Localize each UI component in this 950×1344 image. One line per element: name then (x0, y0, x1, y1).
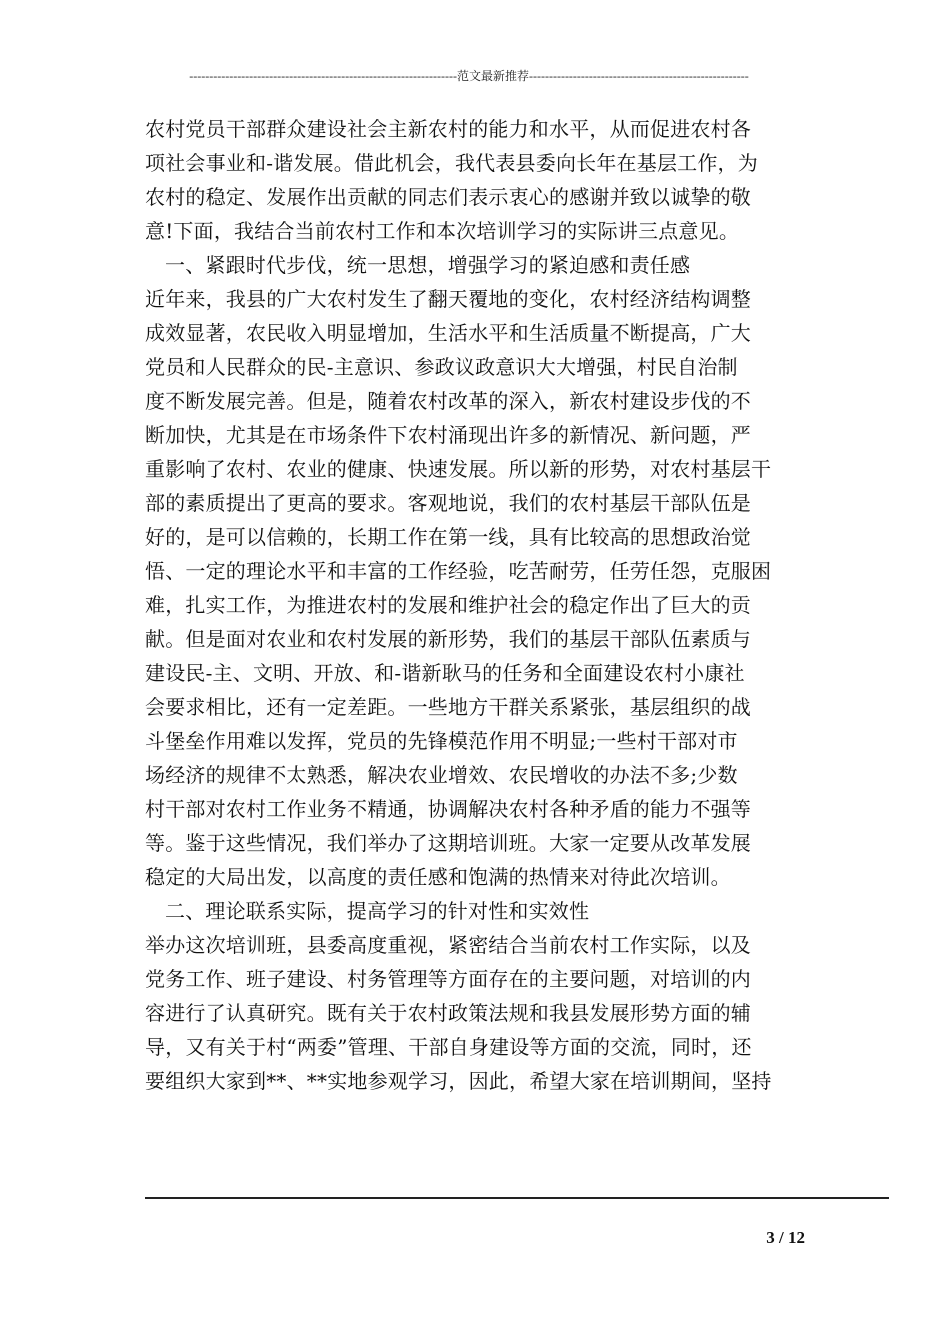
body-line: 项社会事业和-谐发展。借此机会，我代表县委向长年在基层工作，为 (145, 151, 758, 175)
section-heading-2: 二、理论联系实际，提高学习的针对性和实效性 (165, 899, 590, 923)
footer-divider (145, 1197, 889, 1199)
body-line: 场经济的规律不太熟悉，解决农业增效、农民增收的办法不多;少数 (145, 763, 738, 787)
section-heading-1: 一、紧跟时代步伐，统一思想，增强学习的紧迫感和责任感 (165, 253, 691, 277)
body-line: 近年来，我县的广大农村发生了翻天覆地的变化，农村经济结构调整 (145, 287, 751, 311)
body-line: 悟、一定的理论水平和丰富的工作经验，吃苦耐劳，任劳任怨，克服困 (145, 559, 772, 583)
body-line: 建设民-主、文明、开放、和-谐新耿马的任务和全面建设农村小康社 (145, 661, 745, 685)
body-line: 党员和人民群众的民-主意识、参政议政意识大大增强，村民自治制 (145, 355, 738, 379)
page-number: 3 / 12 (766, 1228, 805, 1247)
body-line: 党务工作、班子建设、村务管理等方面存在的主要问题，对培训的内 (145, 967, 751, 991)
body-line: 度不断发展完善。但是，随着农村改革的深入，新农村建设步伐的不 (145, 389, 751, 413)
body-line: 举办这次培训班，县委高度重视，紧密结合当前农村工作实际，以及 (145, 933, 751, 957)
body-line: 村干部对农村工作业务不精通，协调解决农村各种矛盾的能力不强等 (145, 797, 751, 821)
body-line: 重影响了农村、农业的健康、快速发展。所以新的形势，对农村基层干 (145, 457, 772, 481)
body-line: 部的素质提出了更高的要求。客观地说，我们的农村基层干部队伍是 (145, 491, 751, 515)
body-line: 容进行了认真研究。既有关于农村政策法规和我县发展形势方面的辅 (145, 1001, 751, 1025)
body-line: 农村党员干部群众建设社会主新农村的能力和水平，从而促进农村各 (145, 117, 751, 141)
body-line: 好的，是可以信赖的，长期工作在第一线，具有比较高的思想政治觉 (145, 525, 751, 549)
body-line: 要组织大家到**、**实地参观学习，因此，希望大家在培训期间，坚持 (145, 1069, 772, 1093)
body-line: 斗堡垒作用难以发挥，党员的先锋模范作用不明显;一些村干部对市 (145, 729, 738, 753)
page-header: -------------------------------------------------------------------范文最新推荐------------------------------------------------------- (189, 69, 749, 83)
body-line: 等。鉴于这些情况，我们举办了这期培训班。大家一定要从改革发展 (145, 831, 751, 855)
body-line: 献。但是面对农业和农村发展的新形势，我们的基层干部队伍素质与 (145, 627, 751, 651)
body-line: 成效显著，农民收入明显增加，生活水平和生活质量不断提高，广大 (145, 321, 751, 345)
body-line: 断加快，尤其是在市场条件下农村涌现出许多的新情况、新问题，严 (145, 423, 751, 447)
body-line: 稳定的大局出发，以高度的责任感和饱满的热情来对待此次培训。 (145, 865, 731, 889)
body-line: 会要求相比，还有一定差距。一些地方干群关系紧张，基层组织的战 (145, 695, 751, 719)
body-line: 难，扎实工作，为推进农村的发展和维护社会的稳定作出了巨大的贡 (145, 593, 751, 617)
body-line: 意!下面，我结合当前农村工作和本次培训学习的实际讲三点意见。 (145, 219, 740, 243)
body-line: 农村的稳定、发展作出贡献的同志们表示衷心的感谢并致以诚挚的敬 (145, 185, 751, 209)
body-line: 导，又有关于村“两委”管理、干部自身建设等方面的交流，同时，还 (145, 1035, 752, 1059)
document-body (145, 112, 825, 1098)
